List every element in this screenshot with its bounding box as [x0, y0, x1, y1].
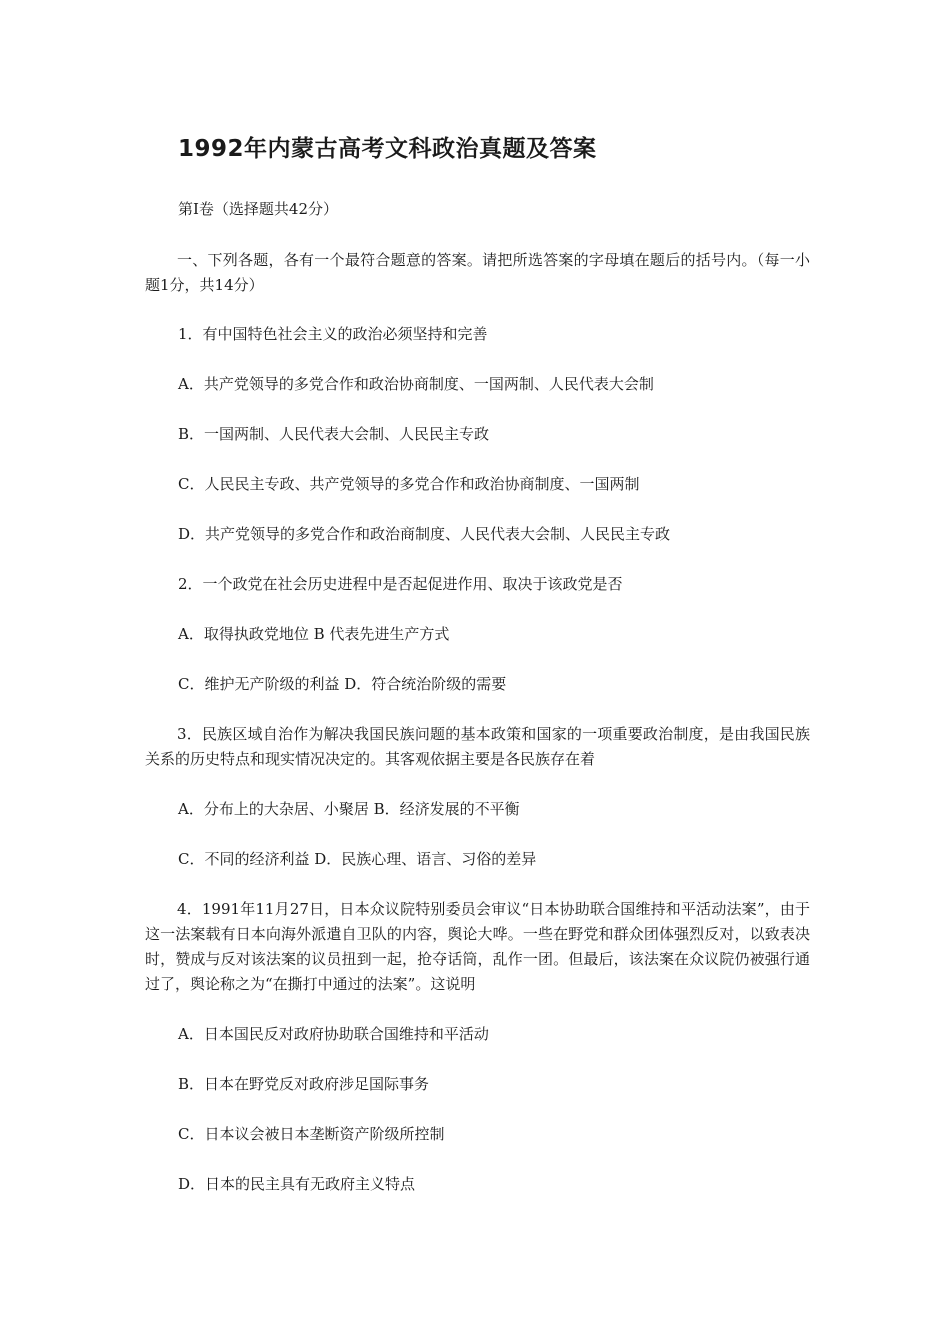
question-1-option-b: B．一国两制、人民代表大会制、人民民主专政: [178, 425, 490, 443]
question-2-options-ab: A．取得执政党地位 B 代表先进生产方式: [178, 625, 450, 643]
question-4-option-a: A．日本国民反对政府协助联合国维持和平活动: [178, 1025, 489, 1043]
section-heading: 第Ⅰ卷（选择题共42分）: [178, 200, 339, 218]
question-1-option-a: A．共产党领导的多党合作和政治协商制度、一国两制、人民代表大会制: [178, 375, 654, 393]
question-1-option-c: C．人民民主专政、共产党领导的多党合作和政治协商制度、一国两制: [178, 475, 640, 493]
question-2-stem: 2．一个政党在社会历史进程中是否起促进作用、取决于该政党是否: [178, 575, 623, 593]
question-4-option-d: D．日本的民主具有无政府主义特点: [178, 1175, 416, 1193]
question-3-options-ab: A．分布上的大杂居、小聚居 B．经济发展的不平衡: [178, 800, 520, 818]
question-3-stem: 3．民族区域自治作为解决我国民族问题的基本政策和国家的一项重要政治制度，是由我国民族关系的历史特点和现实情况决定的。其客观依据主要是各民族存在着: [145, 725, 810, 768]
question-3-options-cd: C．不同的经济利益 D．民族心理、语言、习俗的差异: [178, 850, 537, 868]
document-title: 1992年内蒙古高考文科政治真题及答案: [178, 136, 597, 162]
question-2-options-cd: C．维护无产阶级的利益 D．符合统治阶级的需要: [178, 675, 507, 693]
question-4-option-b: B．日本在野党反对政府涉足国际事务: [178, 1075, 430, 1093]
question-4-stem: 4．1991年11月27日，日本众议院特别委员会审议“日本协助联合国维持和平活动法案”，由于这一法案载有日本向海外派遣自卫队的内容，舆论大哗。一些在野党和群众团体强烈反对，以致表决时，赞成与反对该法案的议员扭到一起，抢夺话筒，乱作一团。但最后，该法案在众议院仍被强行通过了，舆论称之为“在撕打中通过的法案”。这说明: [145, 900, 810, 993]
question-1-stem: 1．有中国特色社会主义的政治必须坚持和完善: [178, 325, 488, 343]
question-4-option-c: C．日本议会被日本垄断资产阶级所控制: [178, 1125, 445, 1143]
question-1-option-d: D．共产党领导的多党合作和政治商制度、人民代表大会制、人民民主专政: [178, 525, 671, 543]
instruction-paragraph: 一、下列各题，各有一个最符合题意的答案。请把所选答案的字母填在题后的括号内。（每一小题1分，共14分）: [145, 251, 810, 294]
